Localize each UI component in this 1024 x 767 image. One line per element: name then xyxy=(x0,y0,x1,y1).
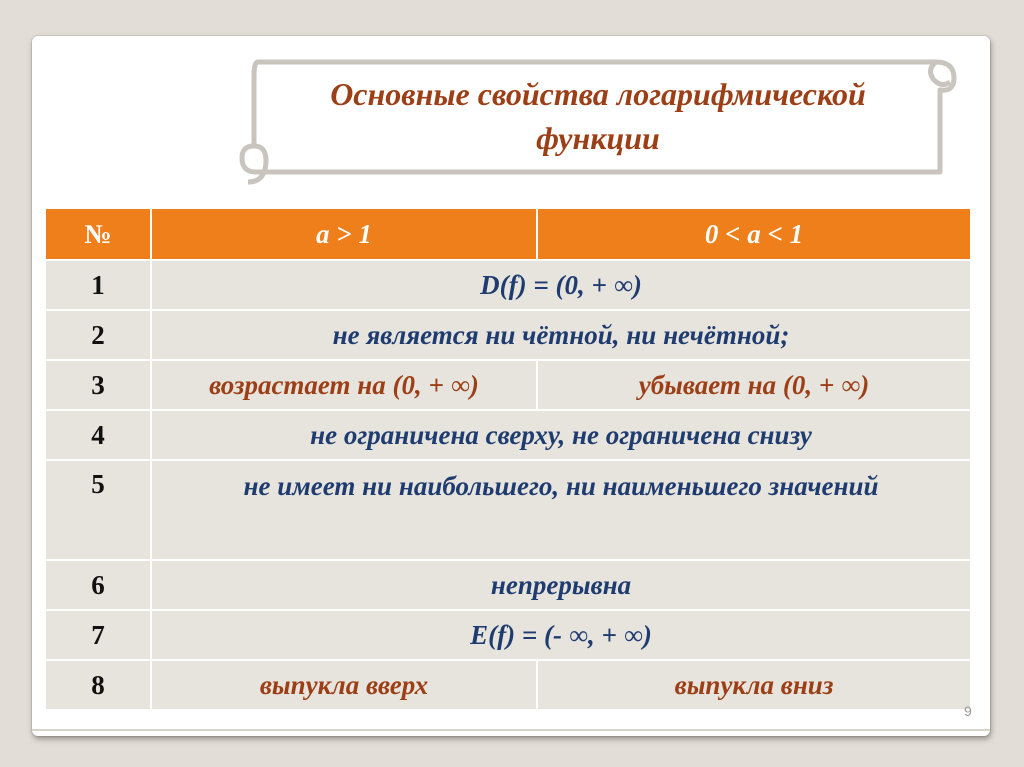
slide-title xyxy=(252,72,944,160)
row-number: 3 xyxy=(45,360,151,410)
table-row xyxy=(45,660,971,710)
table-row xyxy=(45,610,971,660)
page-number: 9 xyxy=(964,703,972,719)
row-number: 6 xyxy=(45,560,151,610)
slide-edge xyxy=(32,729,990,731)
table-header-row xyxy=(45,208,971,260)
row-right: выпукла вниз xyxy=(537,660,971,710)
row-number: 2 xyxy=(45,310,151,360)
row-right: убывает на (0, + ∞) xyxy=(537,360,971,410)
row-text: не является ни чётной, ни нечётной; xyxy=(151,310,971,360)
row-number: 7 xyxy=(45,610,151,660)
table-row xyxy=(45,560,971,610)
row-text: не имеет ни наибольшего, ни наименьшего значений xyxy=(151,460,971,560)
title-line-1: Основные свойства логарифмической xyxy=(330,76,866,112)
row-text: не ограничена сверху, не ограничена снизу xyxy=(151,410,971,460)
table-row xyxy=(45,410,971,460)
row-text: D(f) = (0, + ∞) xyxy=(151,260,971,310)
row-number: 8 xyxy=(45,660,151,710)
header-number: № xyxy=(45,208,151,260)
row-text: непрерывна xyxy=(151,560,971,610)
row-text: E(f) = (- ∞, + ∞) xyxy=(151,610,971,660)
row-left: выпукла вверх xyxy=(151,660,537,710)
table-row xyxy=(45,260,971,310)
header-a-between-0-1: 0 < a < 1 xyxy=(537,208,971,260)
title-line-2: функции xyxy=(536,120,660,156)
header-a-greater-1: a > 1 xyxy=(151,208,537,260)
table-row xyxy=(45,310,971,360)
table-row xyxy=(45,460,971,560)
row-number: 1 xyxy=(45,260,151,310)
row-left: возрастает на (0, + ∞) xyxy=(151,360,537,410)
properties-table xyxy=(44,207,972,711)
table-row xyxy=(45,360,971,410)
row-number: 4 xyxy=(45,410,151,460)
row-number: 5 xyxy=(45,460,151,560)
